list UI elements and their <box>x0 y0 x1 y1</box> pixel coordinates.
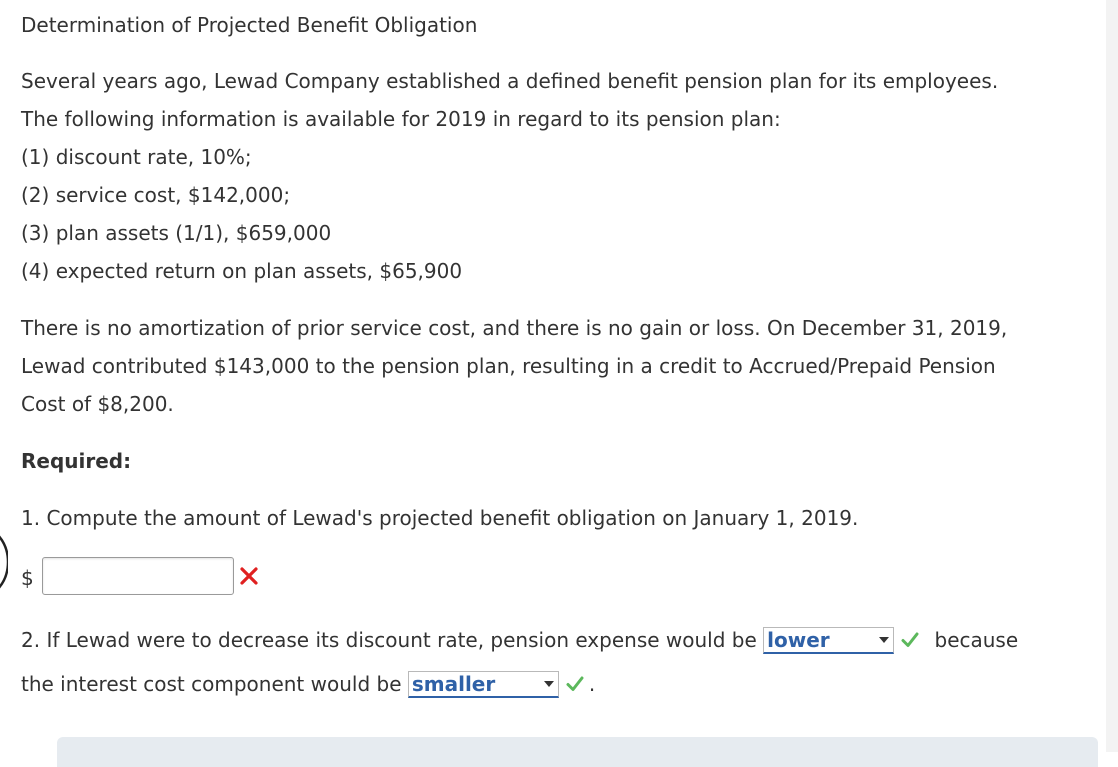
pbo-amount-input[interactable] <box>42 557 234 595</box>
scrollbar-track[interactable] <box>1106 0 1118 752</box>
interest-cost-select[interactable] <box>408 671 559 698</box>
details-paragraph <box>21 309 1007 423</box>
pension-expense-select-value: lower <box>767 628 830 652</box>
intro-line: (3) plan assets (1/1), $659,000 <box>21 221 332 245</box>
details-line: There is no amortization of prior service cost, and there is no gain or loss. On December 31, 2019, <box>21 316 1008 340</box>
question-2 <box>21 618 1106 706</box>
intro-line: (2) service cost, $142,000; <box>21 183 291 207</box>
details-line: Lewad contributed $143,000 to the pension plan, resulting in a credit to Accrued/Prepaid Pension <box>21 354 996 378</box>
chevron-down-icon <box>879 637 889 643</box>
question-2-period: . <box>588 672 596 696</box>
chevron-down-icon <box>544 681 554 687</box>
intro-line: Several years ago, Lewad Company established a defined benefit pension plan for its employees. <box>21 69 999 93</box>
currency-symbol: $ <box>21 566 34 590</box>
intro-paragraph <box>21 62 998 290</box>
question-2-text-b: because <box>934 628 1019 652</box>
edge-bracket-icon <box>0 524 8 600</box>
pension-expense-select[interactable] <box>763 627 894 654</box>
required-heading: Required: <box>21 449 132 473</box>
question-2-line-2 <box>21 662 1106 706</box>
incorrect-x-icon <box>239 566 259 586</box>
question-2-line-1 <box>21 618 1106 662</box>
intro-line: (1) discount rate, 10%; <box>21 145 252 169</box>
details-line: Cost of $8,200. <box>21 392 174 416</box>
correct-check-icon <box>900 630 920 650</box>
page-title: Determination of Projected Benefit Obligation <box>21 13 478 37</box>
question-1-text: 1. Compute the amount of Lewad's projected benefit obligation on January 1, 2019. <box>21 506 859 530</box>
question-2-text-a: 2. If Lewad were to decrease its discount rate, pension expense would be <box>21 628 757 652</box>
question-2-text-c: the interest cost component would be <box>21 672 402 696</box>
intro-line: (4) expected return on plan assets, $65,900 <box>21 259 463 283</box>
footer-panel <box>57 737 1098 767</box>
intro-line: The following information is available for 2019 in regard to its pension plan: <box>21 107 781 131</box>
correct-check-icon <box>565 674 585 694</box>
interest-cost-select-value: smaller <box>411 672 496 696</box>
